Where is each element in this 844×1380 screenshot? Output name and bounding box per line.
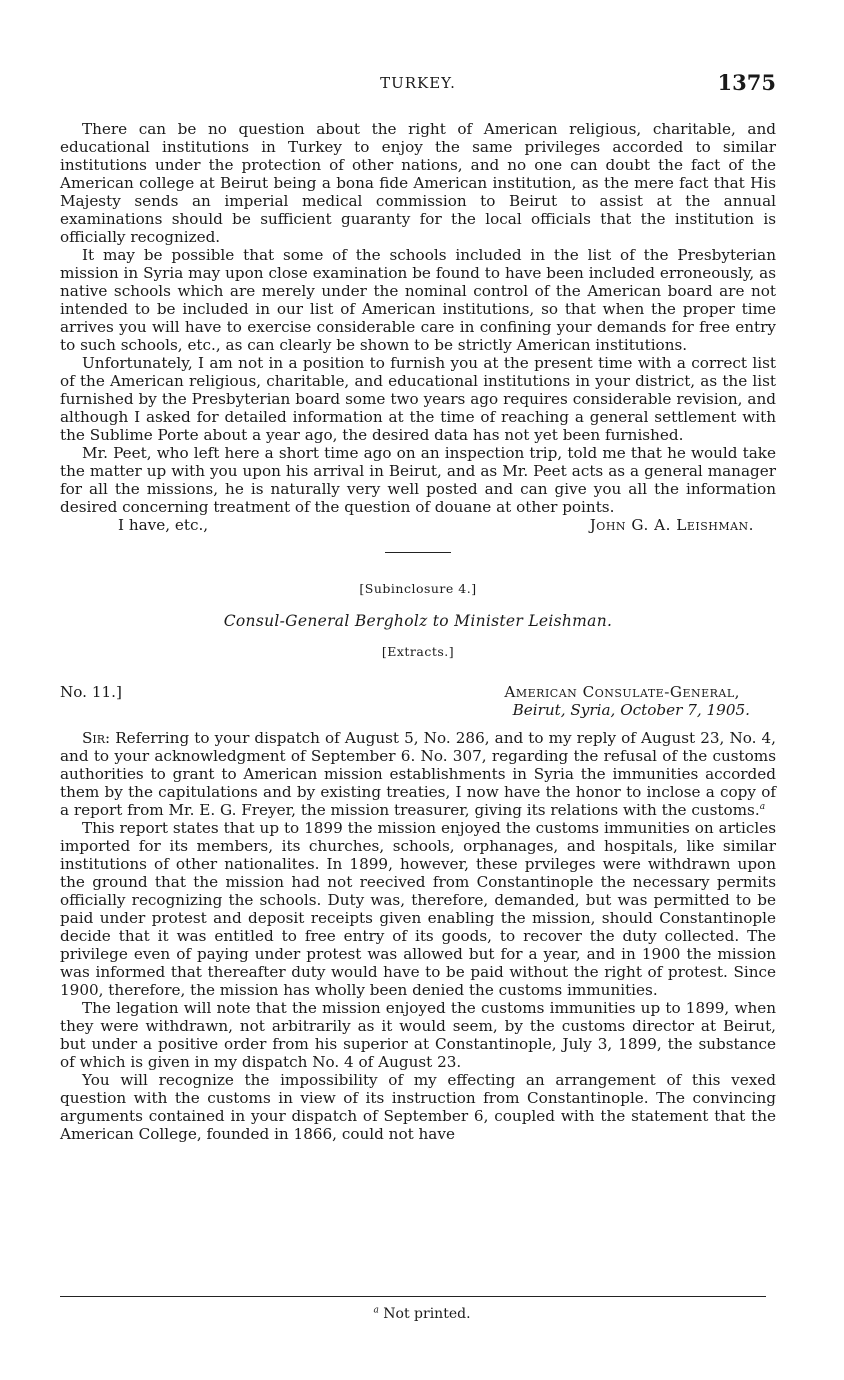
footnote-rule xyxy=(60,1296,766,1297)
paragraph: You will recognize the impossibility of my effecting an arrangement of this vexed question with the customs in view of its instruction from Constantinople. The convincing arguments contained in your dispatch of September 6, coupled with the statement that the American College, founded in 1866, could not have xyxy=(60,1071,776,1143)
footnote-reference: a xyxy=(759,801,766,812)
section-divider xyxy=(385,552,451,553)
paragraph: The legation will note that the mission enjoyed the customs immunities up to 1899, when they were withdrawn, not arbitrarily as it would seem, by the customs director at Beirut, but under a positive order from his superior at Constantinople, July 3, 1899, the substance of which is given in my dispatch No. 4 of August 23. xyxy=(60,999,776,1071)
paragraph xyxy=(60,729,776,819)
letter-address xyxy=(60,683,776,723)
paragraph: It may be possible that some of the schools included in the list of the Presbyterian mission in Syria may upon close examination be found to have been included erroneously, as native schools which are merely under the nominal control of the American board are not intended to be included in our list of American institutions, so that when the proper time arrives you will have to exercise considerable care in confining your demands for free entry to such schools, etc., as can clearly be shown to be strictly American institutions. xyxy=(60,246,776,354)
signature: John G. A. Leishman. xyxy=(589,516,754,534)
letter-body-leishman xyxy=(60,120,776,516)
page-number: 1375 xyxy=(717,70,776,95)
letter-body-bergholz xyxy=(60,729,776,1143)
closing: I have, etc., xyxy=(118,516,209,534)
document-page xyxy=(60,70,776,1143)
running-title: TURKEY. xyxy=(380,74,456,92)
sender-organization: American Consulate-General, xyxy=(504,683,740,701)
subinclosure-label: [Subinclosure 4.] xyxy=(359,581,477,596)
place-and-date: Beirut, Syria, October 7, 1905. xyxy=(512,701,750,719)
footnote xyxy=(0,1306,844,1322)
letter-title: Consul-General Bergholz to Minister Leishman. xyxy=(223,612,613,630)
paragraph: This report states that up to 1899 the mission enjoyed the customs immunities on articles imported for its members, its churches, schools, orphanages, and hospitals, like similar institutions of other nationalites. In 1899, however, these prvileges were withdrawn upon the ground that the mission had not reecived from Constantinople the necessary permits officially recognizing the schools. Duty was, therefore, demanded, but was permitted to be paid under protest and deposit receipts given enabling the mission, should Constantinople decide that it was entitled to free entry of its goods, to recover the duty collected. The privilege even of paying under protest was allowed but for a year, and in 1900 the mission was informed that thereafter duty would have to be paid without the right of protest. Since 1900, therefore, the mission has wholly been denied the customs immunities. xyxy=(60,819,776,999)
footnote-text: Not printed. xyxy=(383,1306,471,1322)
paragraph-text: Referring to your dispatch of August 5, No. 286, and to my reply of August 23, No. 4, and to your acknowledgment of September 6. No. 307, regarding the refusal of the customs authorities to grant to American mission establishments in Syria the immunities accorded them by the capitulations and by existing treaties, I now have the honor to inclose a copy of a report from Mr. E. G. Freyer, the mission treasurer, giving its relations with the customs. xyxy=(60,729,777,819)
paragraph: Mr. Peet, who left here a short time ago on an inspection trip, told me that he would take the matter up with you upon his arrival in Beirut, and as Mr. Peet acts as a general manager for all the missions, he is naturally very well posted and can give you all the information desired concerning treatment of the question of douane at other points. xyxy=(60,444,776,516)
extracts-label: [Extracts.] xyxy=(381,644,455,659)
paragraph: Unfortunately, I am not in a position to furnish you at the present time with a correct list of the American religious, charitable, and educational institutions in your district, as the list furnished by the Presbyterian board some two years ago requires considerable revision, and although I asked for detailed information at the time of reaching a general settlement with the Sublime Porte about a year ago, the desired data has not yet been furnished. xyxy=(60,354,776,444)
dispatch-number: No. 11.] xyxy=(60,683,122,701)
salutation: Sir: xyxy=(82,729,111,747)
running-head xyxy=(60,70,776,100)
paragraph: There can be no question about the right of American religious, charitable, and educational institutions in Turkey to enjoy the same privileges accorded to similar institutions under the protection of other nations, and no one can doubt the fact of the American college at Beirut being a bona fide American institution, as the mere fact that His Majesty sends an imperial medical commission to Beirut to assist at the annual examinations should be sufficient guaranty for the local officials that the institution is officially recognized. xyxy=(60,120,776,246)
footnote-marker: a xyxy=(373,1305,379,1316)
signoff xyxy=(60,516,776,534)
